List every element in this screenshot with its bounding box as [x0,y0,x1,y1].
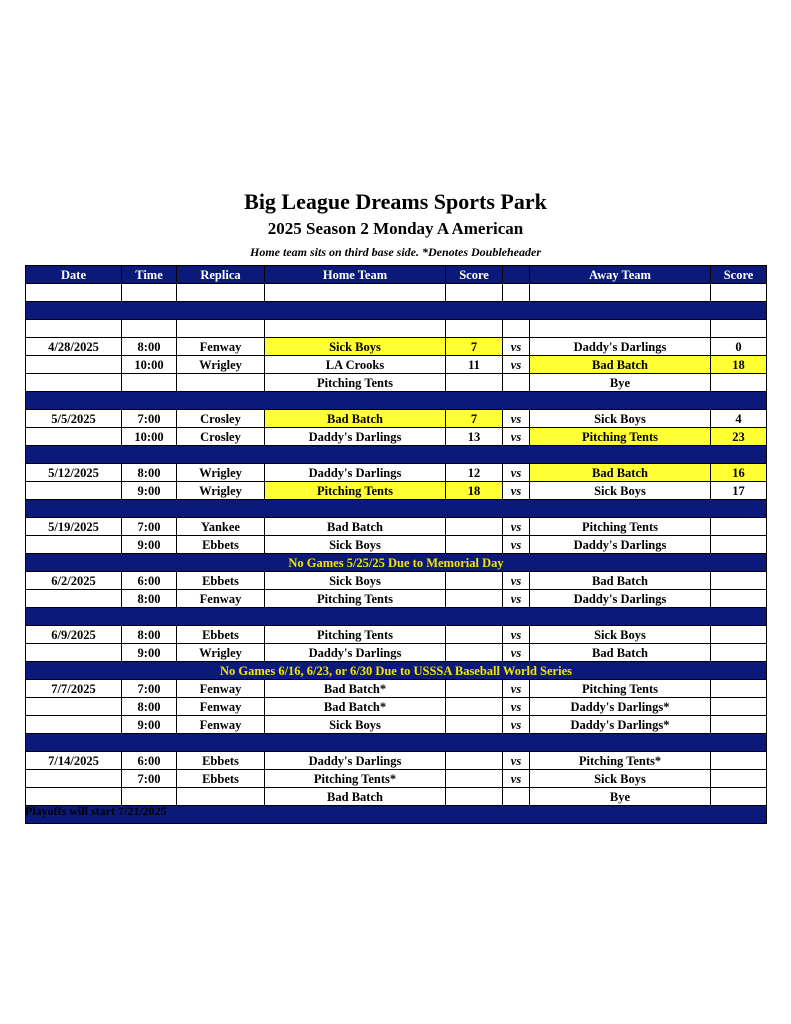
separator-row [26,608,767,626]
separator-row [26,734,767,752]
cell-date: 6/9/2025 [26,626,122,644]
cell-time: 7:00 [122,410,177,428]
empty-row [26,320,767,338]
game-row [26,428,767,446]
cell-home-team: Bad Batch [265,410,446,428]
cell-replica: Fenway [177,338,265,356]
season-subtitle: 2025 Season 2 Monday A American [267,219,524,238]
cell-replica: Wrigley [177,644,265,662]
cell-home-team: Sick Boys [265,536,446,554]
cell-away-team: Sick Boys [530,482,711,500]
cell-vs: vs [503,464,530,482]
cell-time: 9:00 [122,482,177,500]
cell-vs [503,374,530,392]
cell-date [26,428,122,446]
cell-date [26,536,122,554]
cell-away-score: 4 [711,410,767,428]
cell-date: 5/12/2025 [26,464,122,482]
col-header-away-team: Away Team [530,266,711,284]
cell-away-score [711,788,767,806]
cell-away-score: 16 [711,464,767,482]
cell-replica: Fenway [177,716,265,734]
cell-away-score [711,518,767,536]
cell-home-score [446,320,503,338]
col-header-time: Time [122,266,177,284]
no-games-banner-row [26,554,767,572]
cell-vs [503,284,530,302]
schedule-body [26,284,767,824]
empty-row [26,284,767,302]
cell-home-score: 11 [446,356,503,374]
playoffs-note: Playoffs will start 7/21/2025 [25,804,167,818]
cell-away-team: Daddy's Darlings [530,536,711,554]
cell-away-team: Sick Boys [530,626,711,644]
cell-time [122,374,177,392]
cell-date: 4/28/2025 [26,338,122,356]
page-title: Big League Dreams Sports Park [244,189,547,214]
separator-bar [26,302,767,320]
cell-away-score [711,374,767,392]
cell-away-team: Pitching Tents* [530,752,711,770]
game-row [26,482,767,500]
cell-home-team [265,320,446,338]
cell-time [122,320,177,338]
cell-away-team: Daddy's Darlings* [530,698,711,716]
cell-replica [177,320,265,338]
cell-vs: vs [503,752,530,770]
cell-vs: vs [503,572,530,590]
cell-away-score [711,644,767,662]
cell-replica: Ebbets [177,536,265,554]
cell-replica: Ebbets [177,770,265,788]
cell-date [26,374,122,392]
cell-date [26,482,122,500]
cell-time: 9:00 [122,536,177,554]
col-header-away-score: Score [711,266,767,284]
no-games-banner-row [26,662,767,680]
cell-away-score [711,752,767,770]
cell-home-score [446,374,503,392]
cell-time [122,284,177,302]
cell-date: 5/19/2025 [26,518,122,536]
cell-home-score [446,590,503,608]
cell-date: 7/14/2025 [26,752,122,770]
cell-vs: vs [503,716,530,734]
cell-replica: Ebbets [177,752,265,770]
game-row [26,716,767,734]
separator-bar [26,608,767,626]
cell-vs: vs [503,770,530,788]
col-header-replica: Replica [177,266,265,284]
cell-home-score: 18 [446,482,503,500]
cell-away-team [530,320,711,338]
cell-date: 5/5/2025 [26,410,122,428]
col-header-home-score: Score [446,266,503,284]
cell-home-score: 7 [446,410,503,428]
cell-home-team [265,284,446,302]
cell-away-team: Sick Boys [530,410,711,428]
cell-time: 7:00 [122,518,177,536]
cell-home-team: Daddy's Darlings [265,428,446,446]
cell-home-team: Sick Boys [265,338,446,356]
no-games-banner: No Games 5/25/25 Due to Memorial Day [26,554,767,572]
cell-away-score [711,284,767,302]
cell-home-score [446,788,503,806]
cell-away-team: Bad Batch [530,644,711,662]
cell-date [26,320,122,338]
cell-home-team: Pitching Tents [265,374,446,392]
cell-vs: vs [503,590,530,608]
cell-away-score [711,626,767,644]
cell-replica: Crosley [177,428,265,446]
cell-time: 7:00 [122,680,177,698]
cell-away-score [711,590,767,608]
cell-away-team: Daddy's Darlings* [530,716,711,734]
cell-away-team: Bad Batch [530,572,711,590]
separator-row [26,392,767,410]
cell-replica: Wrigley [177,482,265,500]
cell-vs: vs [503,338,530,356]
cell-vs: vs [503,644,530,662]
cell-vs: vs [503,680,530,698]
cell-home-score [446,698,503,716]
game-row [26,626,767,644]
cell-date [26,770,122,788]
game-row [26,590,767,608]
cell-away-score: 23 [711,428,767,446]
cell-away-team: Bye [530,788,711,806]
cell-vs: vs [503,482,530,500]
cell-away-team: Bad Batch [530,356,711,374]
schedule-table [25,265,767,824]
cell-vs: vs [503,356,530,374]
cell-time: 8:00 [122,698,177,716]
separator-bar [26,734,767,752]
col-header-date: Date [26,266,122,284]
cell-time: 9:00 [122,644,177,662]
cell-date: 7/7/2025 [26,680,122,698]
cell-home-team: Sick Boys [265,716,446,734]
cell-away-team: Sick Boys [530,770,711,788]
cell-home-team: Pitching Tents [265,590,446,608]
cell-away-score: 17 [711,482,767,500]
game-row [26,644,767,662]
separator-bar [26,392,767,410]
cell-home-team: Daddy's Darlings [265,752,446,770]
cell-away-score [711,320,767,338]
cell-home-score [446,644,503,662]
cell-date [26,698,122,716]
cell-home-team: Bad Batch* [265,680,446,698]
game-row [26,464,767,482]
cell-vs [503,320,530,338]
cell-home-score [446,680,503,698]
cell-replica: Fenway [177,680,265,698]
cell-replica: Ebbets [177,572,265,590]
cell-home-team: LA Crooks [265,356,446,374]
cell-home-team: Sick Boys [265,572,446,590]
cell-away-team: Bad Batch [530,464,711,482]
cell-replica: Fenway [177,590,265,608]
col-header-home-team: Home Team [265,266,446,284]
cell-home-team: Bad Batch [265,788,446,806]
cell-replica [177,284,265,302]
cell-away-team: Pitching Tents [530,518,711,536]
cell-home-team: Bad Batch [265,518,446,536]
cell-away-score [711,770,767,788]
cell-replica: Crosley [177,410,265,428]
cell-vs: vs [503,698,530,716]
cell-home-team: Pitching Tents [265,482,446,500]
cell-away-team [530,284,711,302]
cell-date [26,590,122,608]
game-row [26,752,767,770]
cell-away-score [711,716,767,734]
cell-replica: Ebbets [177,626,265,644]
game-row [26,572,767,590]
cell-time: 8:00 [122,338,177,356]
cell-vs: vs [503,410,530,428]
cell-home-team: Bad Batch* [265,698,446,716]
game-row [26,518,767,536]
separator-bar [26,446,767,464]
cell-away-team: Pitching Tents [530,680,711,698]
cell-away-team: Bye [530,374,711,392]
cell-replica: Wrigley [177,464,265,482]
game-row [26,680,767,698]
cell-away-team: Daddy's Darlings [530,338,711,356]
cell-home-score [446,284,503,302]
cell-home-score [446,716,503,734]
cell-replica: Wrigley [177,356,265,374]
cell-home-score [446,770,503,788]
col-header-vs [503,266,530,284]
separator-row [26,446,767,464]
cell-replica: Yankee [177,518,265,536]
cell-date [26,716,122,734]
separator-row [26,500,767,518]
cell-date [26,284,122,302]
separator-row [26,302,767,320]
cell-home-score: 13 [446,428,503,446]
cell-vs: vs [503,536,530,554]
cell-time: 8:00 [122,464,177,482]
cell-away-team: Pitching Tents [530,428,711,446]
cell-replica [177,788,265,806]
cell-away-score [711,698,767,716]
cell-home-score [446,752,503,770]
game-row [26,356,767,374]
cell-date [26,356,122,374]
cell-time: 8:00 [122,626,177,644]
cell-away-score [711,572,767,590]
game-row [26,770,767,788]
cell-away-team: Daddy's Darlings [530,590,711,608]
cell-away-score: 18 [711,356,767,374]
separator-bar [26,500,767,518]
cell-home-score: 7 [446,338,503,356]
cell-date [26,644,122,662]
cell-time: 6:00 [122,572,177,590]
cell-home-score: 12 [446,464,503,482]
schedule-note: Home team sits on third base side. *Denotes Doubleheader [250,245,541,259]
cell-date: 6/2/2025 [26,572,122,590]
table-header-row [26,266,767,284]
cell-vs: vs [503,626,530,644]
cell-replica [177,374,265,392]
cell-replica: Fenway [177,698,265,716]
game-row [26,698,767,716]
game-row [26,536,767,554]
cell-away-score [711,536,767,554]
cell-time: 7:00 [122,770,177,788]
cell-home-score [446,626,503,644]
cell-vs: vs [503,428,530,446]
cell-time: 8:00 [122,590,177,608]
cell-away-score: 0 [711,338,767,356]
cell-home-team: Pitching Tents* [265,770,446,788]
game-row [26,410,767,428]
no-games-banner: No Games 6/16, 6/23, or 6/30 Due to USSSA Baseball World Series [26,662,767,680]
game-row [26,374,767,392]
cell-home-team: Pitching Tents [265,626,446,644]
game-row [26,338,767,356]
cell-vs [503,788,530,806]
cell-home-team: Daddy's Darlings [265,644,446,662]
cell-vs: vs [503,518,530,536]
cell-home-score [446,572,503,590]
cell-time: 10:00 [122,428,177,446]
cell-away-score [711,680,767,698]
cell-time: 6:00 [122,752,177,770]
cell-home-team: Daddy's Darlings [265,464,446,482]
cell-time: 10:00 [122,356,177,374]
cell-home-score [446,536,503,554]
cell-time: 9:00 [122,716,177,734]
cell-home-score [446,518,503,536]
